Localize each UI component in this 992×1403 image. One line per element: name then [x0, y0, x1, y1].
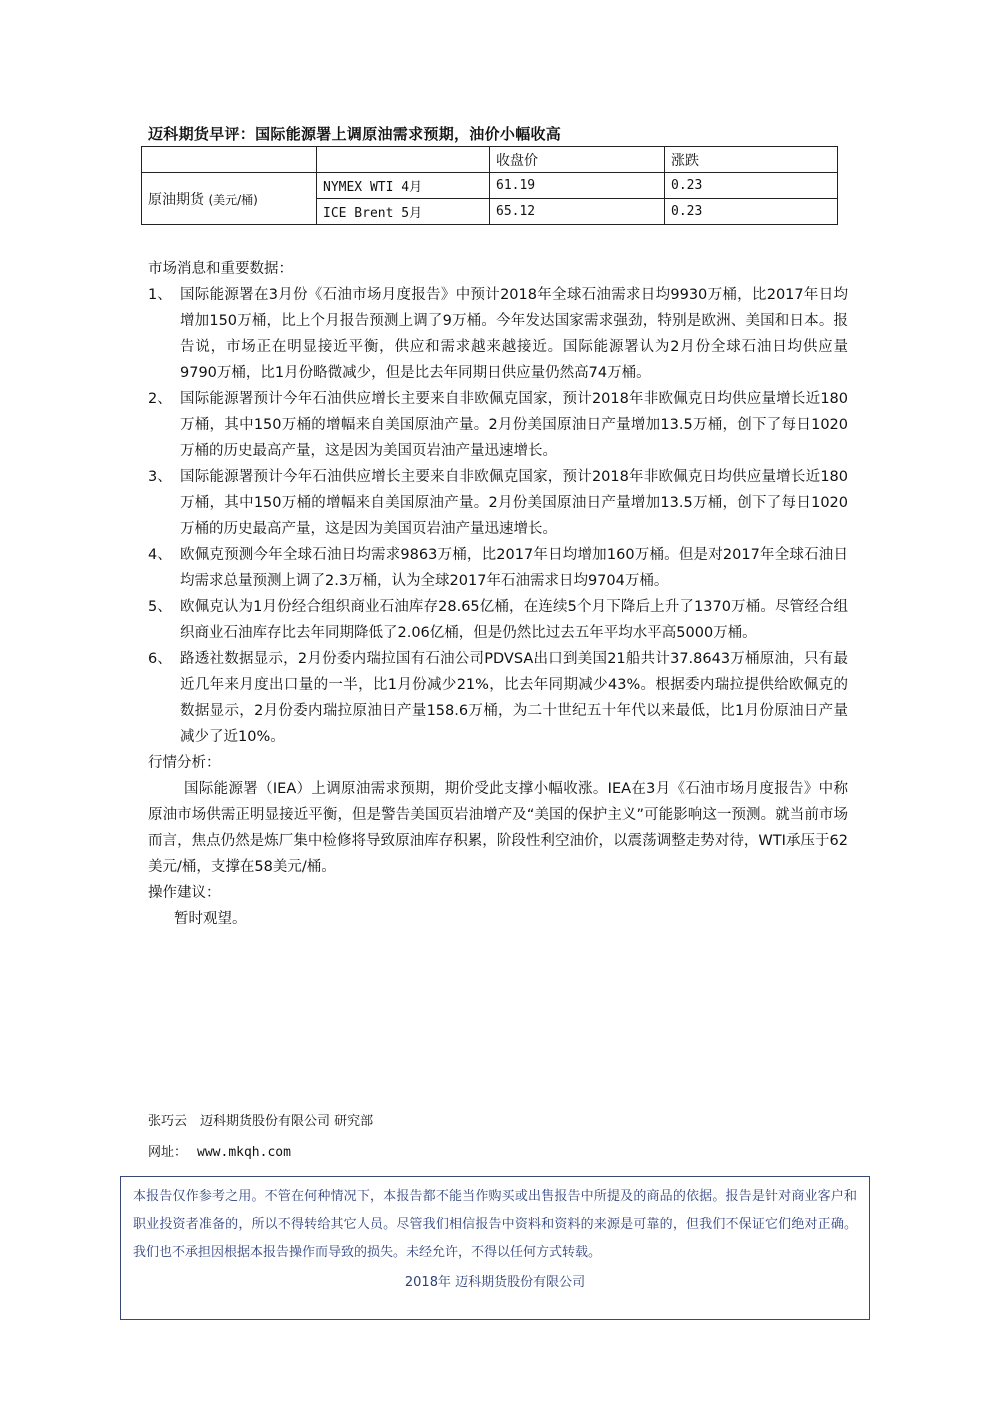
author-line: 张巧云 迈科期货股份有限公司 研究部: [148, 1114, 374, 1129]
list-item: [148, 542, 848, 594]
item-text: 国际能源署预计今年石油供应增长主要来自非欧佩克国家，预计2018年非欧佩克日均供应量增长近180万桶，其中150万桶的增幅来自美国原油产量。2月份美国原油日产量增加13.5万桶，创下了每日1020万桶的历史最高产量，这是因为美国页岩油产量迅速增长。: [180, 469, 848, 537]
list-item: [148, 646, 848, 750]
contract-cell: NYMEX WTI 4月: [317, 173, 490, 199]
item-text: 国际能源署预计今年石油供应增长主要来自非欧佩克国家，预计2018年非欧佩克日均供应量增长近180万桶，其中150万桶的增幅来自美国原油产量。2月份美国原油日产量增加13.5万桶，创下了每日1020万桶的历史最高产量，这是因为美国页岩油产量迅速增长。: [180, 391, 848, 459]
change-cell: 0.23: [665, 199, 838, 225]
item-number: 4、: [148, 547, 172, 563]
table-header-row: [142, 147, 838, 173]
website-label: 网址：: [148, 1145, 188, 1160]
news-list: [148, 282, 848, 750]
price-table: [141, 146, 838, 225]
item-text: 欧佩克认为1月份经合组织商业石油库存28.65亿桶，在连续5个月下降后上升了1370万桶。尽管经合组织商业石油库存比去年同期降低了2.06亿桶，但是仍然比过去五年平均水平高5000万桶。: [180, 599, 848, 641]
item-number: 5、: [148, 599, 172, 615]
category-cell: [142, 173, 317, 225]
header-close: 收盘价: [490, 147, 665, 173]
item-number: 2、: [148, 391, 172, 407]
category-unit: (美元/桶): [208, 192, 258, 207]
report-body: [148, 256, 848, 932]
item-number: 6、: [148, 651, 172, 667]
report-title: 迈科期货早评：国际能源署上调原油需求预期，油价小幅收高: [148, 125, 562, 143]
header-change: 涨跌: [665, 147, 838, 173]
list-item: [148, 282, 848, 386]
news-heading: 市场消息和重要数据：: [148, 261, 293, 277]
website-link[interactable]: www.mkqh.com: [197, 1145, 291, 1160]
close-price-cell: 65.12: [490, 199, 665, 225]
analysis-text: 国际能源署（IEA）上调原油需求预期，期价受此支撑小幅收涨。IEA在3月《石油市场月度报告》中称原油市场供需正明显接近平衡，但是警告美国页岩油增产及“美国的保护主义”可能影响这一预测。就当前市场而言，焦点仍然是炼厂集中检修将导致原油库存积累，阶段性利空油价，以震荡调整走势对待，WTI承压于62美元/桶，支撑在58美元/桶。: [148, 781, 848, 875]
copyright-line: 2018年 迈科期货股份有限公司: [404, 1275, 586, 1290]
list-item: [148, 594, 848, 646]
close-price-cell: 61.19: [490, 173, 665, 199]
item-number: 1、: [148, 287, 172, 303]
change-cell: 0.23: [665, 173, 838, 199]
analysis-heading: 行情分析：: [148, 755, 221, 771]
item-text: 国际能源署在3月份《石油市场月度报告》中预计2018年全球石油需求日均9930万桶，比2017年日均增加150万桶，比上个月报告预测上调了9万桶。今年发达国家需求强劲，特别是欧洲、美国和日本。报告说，市场正在明显接近平衡，供应和需求越来越接近。国际能源署认为2月份全球石油日均供应量9790万桶，比1月份略微减少，但是比去年同期日供应量仍然高74万桶。: [180, 287, 848, 381]
list-item: [148, 386, 848, 464]
item-number: 3、: [148, 469, 172, 485]
category-label: 原油期货: [148, 191, 204, 208]
header-empty-cell: [317, 147, 490, 173]
disclaimer-box: [120, 1176, 870, 1320]
table-row: [142, 173, 838, 199]
item-text: 路透社数据显示，2月份委内瑞拉国有石油公司PDVSA出口到美国21船共计37.8643万桶原油，只有最近几年来月度出口量的一半，比1月份减少21%，比去年同期减少43%。根据委内瑞拉提供给欧佩克的数据显示，2月份委内瑞拉原油日产量158.6万桶，为二十世纪五十年代以来最低，比1月份原油日产量减少了近10%。: [180, 651, 848, 745]
item-text: 欧佩克预测今年全球石油日均需求9863万桶，比2017年日均增加160万桶。但是对2017年全球石油日均需求总量预测上调了2.3万桶，认为全球2017年石油需求日均9704万桶。: [180, 547, 848, 589]
list-item: [148, 464, 848, 542]
header-empty-cell: [142, 147, 317, 173]
disclaimer-text: 本报告仅作参考之用。不管在何种情况下，本报告都不能当作购买或出售报告中所提及的商品的依据。报告是针对商业客户和职业投资者准备的，所以不得转给其它人员。尽管我们相信报告中资料和资料的来源是可靠的，但我们不保证它们绝对正确。我们也不承担因根据本报告操作而导致的损失。未经允许，不得以任何方式转载。: [133, 1189, 857, 1260]
advice-text: 暂时观望。: [174, 911, 247, 927]
contract-cell: ICE Brent 5月: [317, 199, 490, 225]
website-line: [148, 1141, 291, 1160]
advice-heading: 操作建议：: [148, 885, 221, 901]
